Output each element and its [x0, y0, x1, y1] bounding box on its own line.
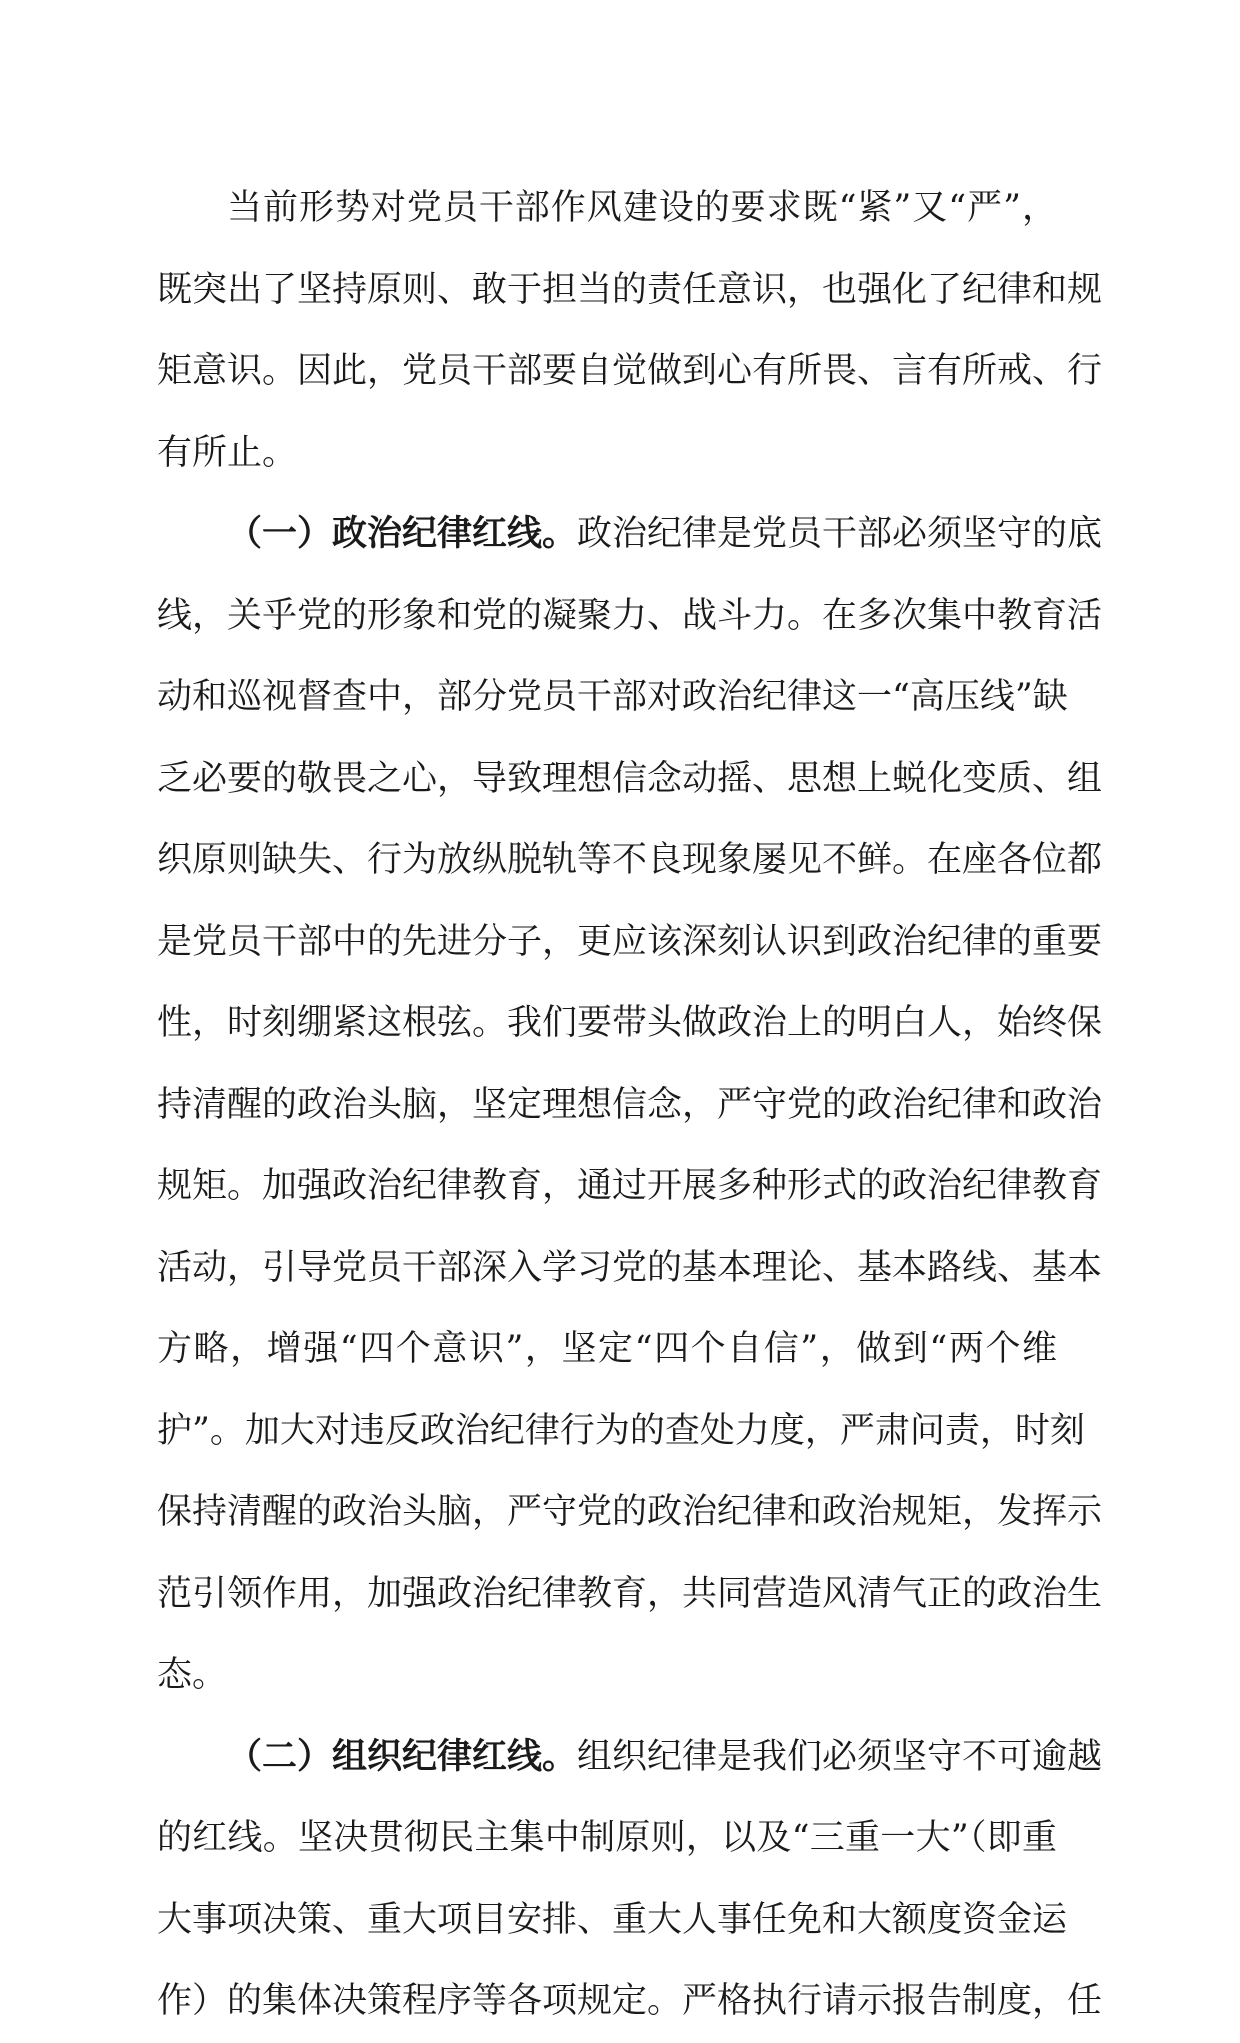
text-line: 规矩。加强政治纪律教育，通过开展多种形式的政治纪律教育: [157, 1166, 1103, 1206]
text-line: 保持清醒的政治头脑，严守党的政治纪律和政治规矩，发挥示: [157, 1492, 1103, 1532]
text-run: 组织纪律是我们必须坚守不可逾越: [577, 1736, 1103, 1777]
text-line: 的红线。坚决贯彻民主集中制原则，以及“三重一大”（即重: [157, 1818, 1057, 1858]
text-line: [157, 494, 1103, 576]
paragraph-intro: [157, 168, 1103, 494]
text-line: 线，关乎党的形象和党的凝聚力、战斗力。在多次集中教育活: [157, 595, 1103, 636]
text-line: 性，时刻绷紧这根弦。我们要带头做政治上的明白人，始终保: [157, 1003, 1103, 1043]
text-line: 动和巡视督查中，部分党员干部对政治纪律这一“高压线”缺: [157, 677, 1068, 717]
section-heading-organizational-discipline: （二）组织纪律红线。: [227, 1736, 578, 1777]
paragraph-political-discipline: [157, 494, 1103, 1717]
text-line: 方略，增强“四个意识”，坚定“四个自信”，做到“两个维: [157, 1329, 1057, 1369]
section-heading-political-discipline: （一）政治纪律红线。: [227, 514, 578, 554]
text-line: 既突出了坚持原则、敢于担当的责任意识，也强化了纪律和规: [157, 269, 1103, 310]
text-line: 范引领作用，加强政治纪律教育，共同营造风清气正的政治生: [157, 1573, 1103, 1614]
text-run: 政治纪律是党员干部必须坚守的底: [577, 514, 1103, 554]
text-line: 作）的集体决策程序等各项规定。严格执行请示报告制度，任: [157, 1981, 1103, 2021]
text-line: 当前形势对党员干部作风建设的要求既“紧”又“严”，: [227, 188, 1057, 228]
text-line: 活动，引导党员干部深入学习党的基本理论、基本路线、基本: [157, 1247, 1103, 1288]
text-line: 持清醒的政治头脑，坚定理想信念，严守党的政治纪律和政治: [157, 1084, 1103, 1125]
paragraph-organizational-discipline: [157, 1717, 1103, 2043]
text-line: 护”。加大对违反政治纪律行为的查处力度，严肃问责，时刻: [157, 1410, 1085, 1451]
text-line: [157, 1717, 1103, 1799]
text-line: 大事项决策、重大项目安排、重大人事任免和大额度资金运: [157, 1899, 1068, 1940]
text-line: 织原则缺失、行为放纵脱轨等不良现象屡见不鲜。在座各位都: [157, 840, 1103, 880]
text-line: 矩意识。因此，党员干部要自觉做到心有所畏、言有所戒、行: [157, 351, 1103, 391]
text-line: 态。: [157, 1655, 228, 1695]
document-body: [157, 168, 1103, 2043]
text-line: 有所止。: [157, 432, 298, 473]
text-line: 是党员干部中的先进分子，更应该深刻认识到政治纪律的重要: [157, 921, 1103, 962]
text-line: 乏必要的敬畏之心，导致理想信念动摇、思想上蜕化变质、组: [157, 758, 1103, 799]
